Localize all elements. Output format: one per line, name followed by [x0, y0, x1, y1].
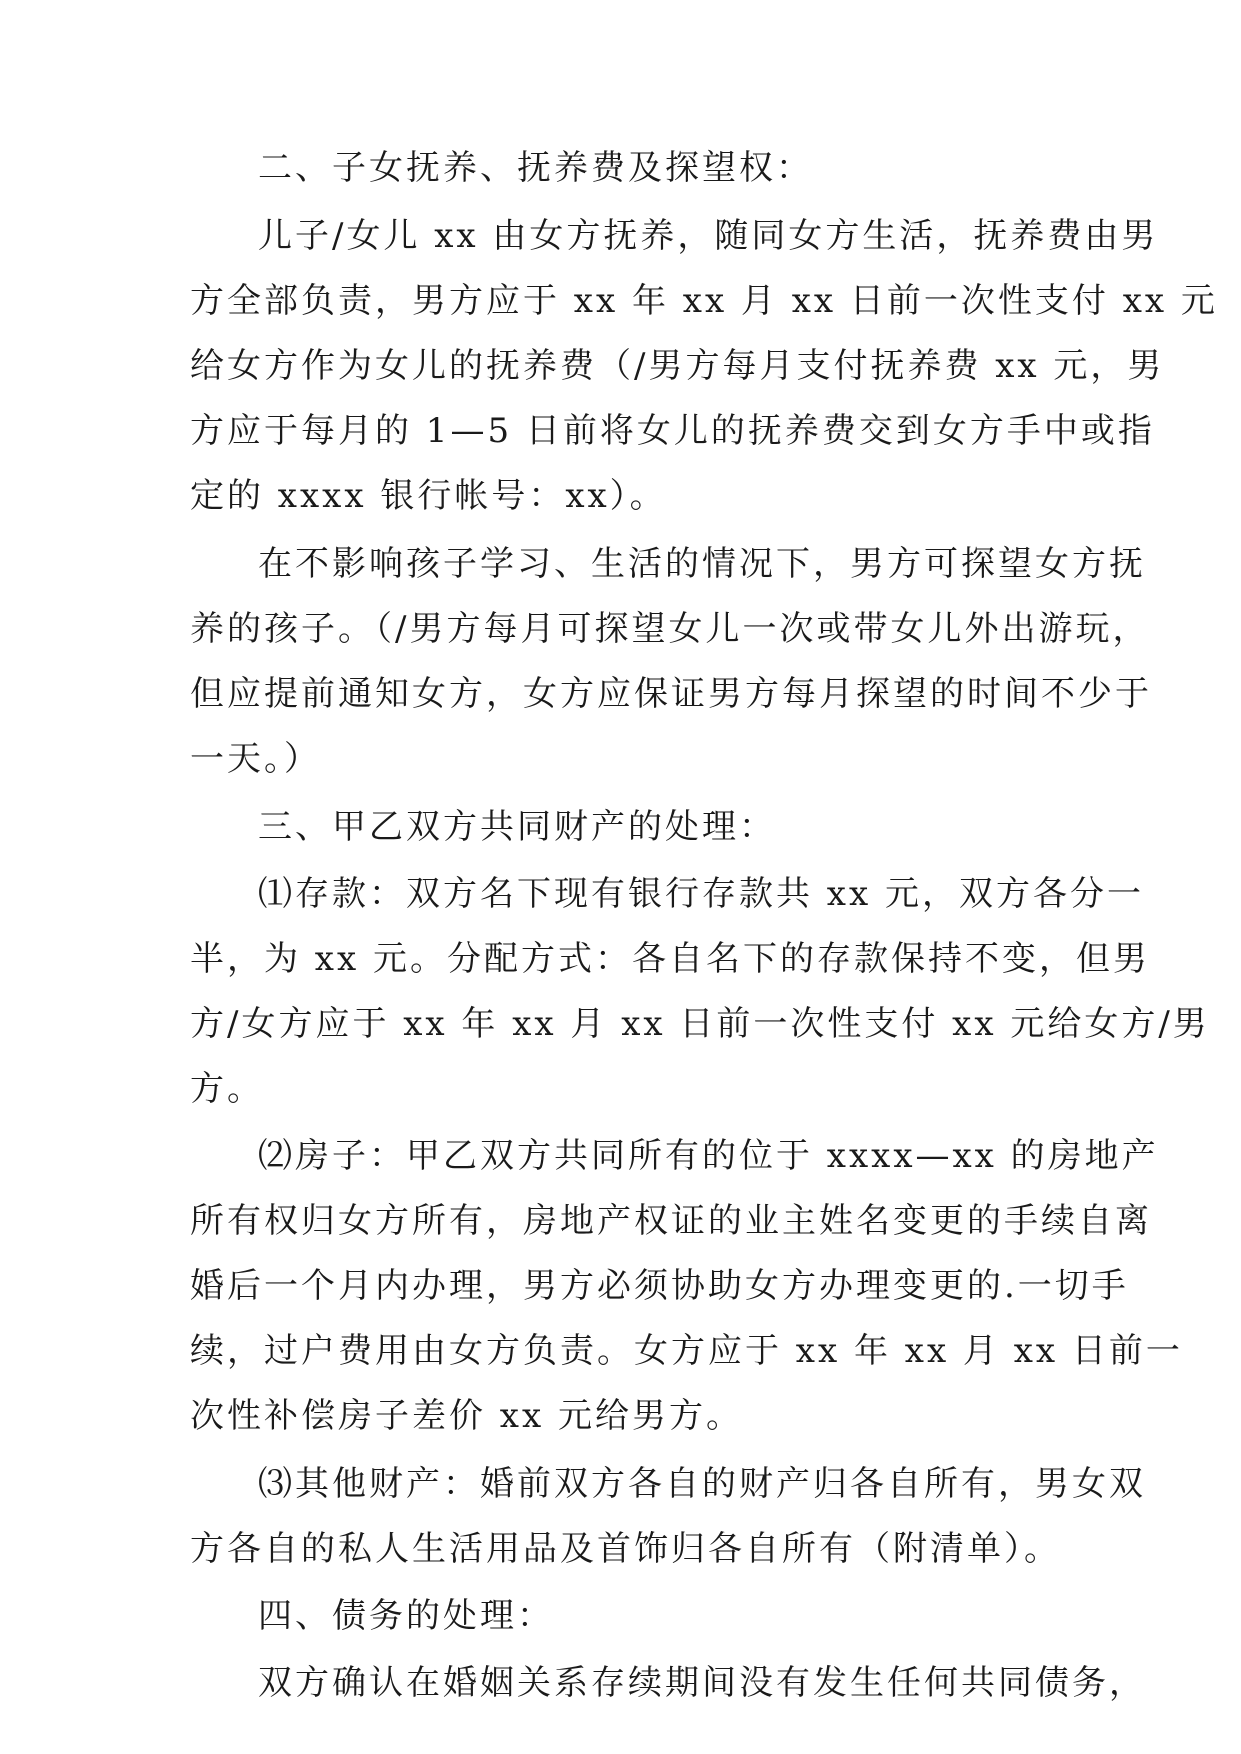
- paragraph-line: 在不影响孩子学习、生活的情况下，男方可探望女方抚: [258, 544, 1146, 584]
- paragraph-line: 养的孩子。（/男方每月可探望女儿一次或带女儿外出游玩，: [190, 609, 1150, 649]
- paragraph-line: ⑵房子：甲乙双方共同所有的位于 xxxx—xx 的房地产: [258, 1136, 1159, 1176]
- paragraph-line: 方应于每月的 1—5 日前将女儿的抚养费交到女方手中或指: [190, 411, 1155, 451]
- paragraph-line: ⑴存款：双方名下现有银行存款共 xx 元，双方各分一: [258, 874, 1144, 914]
- paragraph-line: 所有权归女方所有，房地产权证的业主姓名变更的手续自离: [190, 1201, 1152, 1241]
- paragraph-line: 方各自的私人生活用品及首饰归各自所有（附清单）。: [190, 1529, 1061, 1569]
- paragraph-line: 续，过户费用由女方负责。女方应于 xx 年 xx 月 xx 日前一: [190, 1331, 1183, 1371]
- paragraph-line: 婚后一个月内办理，男方必须协助女方办理变更的.一切手: [190, 1266, 1129, 1306]
- paragraph-line: 方。: [190, 1069, 264, 1109]
- paragraph-line: 双方确认在婚姻关系存续期间没有发生任何共同债务，: [258, 1663, 1146, 1703]
- section-heading-child-custody: 二、子女抚养、抚养费及探望权：: [258, 148, 813, 188]
- paragraph-line: ⑶其他财产：婚前双方各自的财产归各自所有，男女双: [258, 1464, 1146, 1504]
- paragraph-line: 定的 xxxx 银行帐号：xx）。: [190, 476, 667, 516]
- paragraph-line: 给女方作为女儿的抚养费（/男方每月支付抚养费 xx 元，男: [190, 346, 1165, 386]
- paragraph-line: 方全部负责，男方应于 xx 年 xx 月 xx 日前一次性支付 xx 元: [190, 281, 1218, 321]
- paragraph-line: 但应提前通知女方，女方应保证男方每月探望的时间不少于: [190, 674, 1152, 714]
- paragraph-line: 一天。）: [190, 739, 321, 779]
- paragraph-line: 方/女方应于 xx 年 xx 月 xx 日前一次性支付 xx 元给女方/男: [190, 1004, 1210, 1044]
- section-heading-joint-property: 三、甲乙双方共同财产的处理：: [258, 807, 776, 847]
- paragraph-line: 次性补偿房子差价 xx 元给男方。: [190, 1396, 743, 1436]
- section-heading-debts: 四、债务的处理：: [258, 1596, 554, 1636]
- paragraph-line: 半，为 xx 元。分配方式：各自名下的存款保持不变，但男: [190, 939, 1150, 979]
- paragraph-line: 儿子/女儿 xx 由女方抚养，随同女方生活，抚养费由男: [258, 216, 1159, 256]
